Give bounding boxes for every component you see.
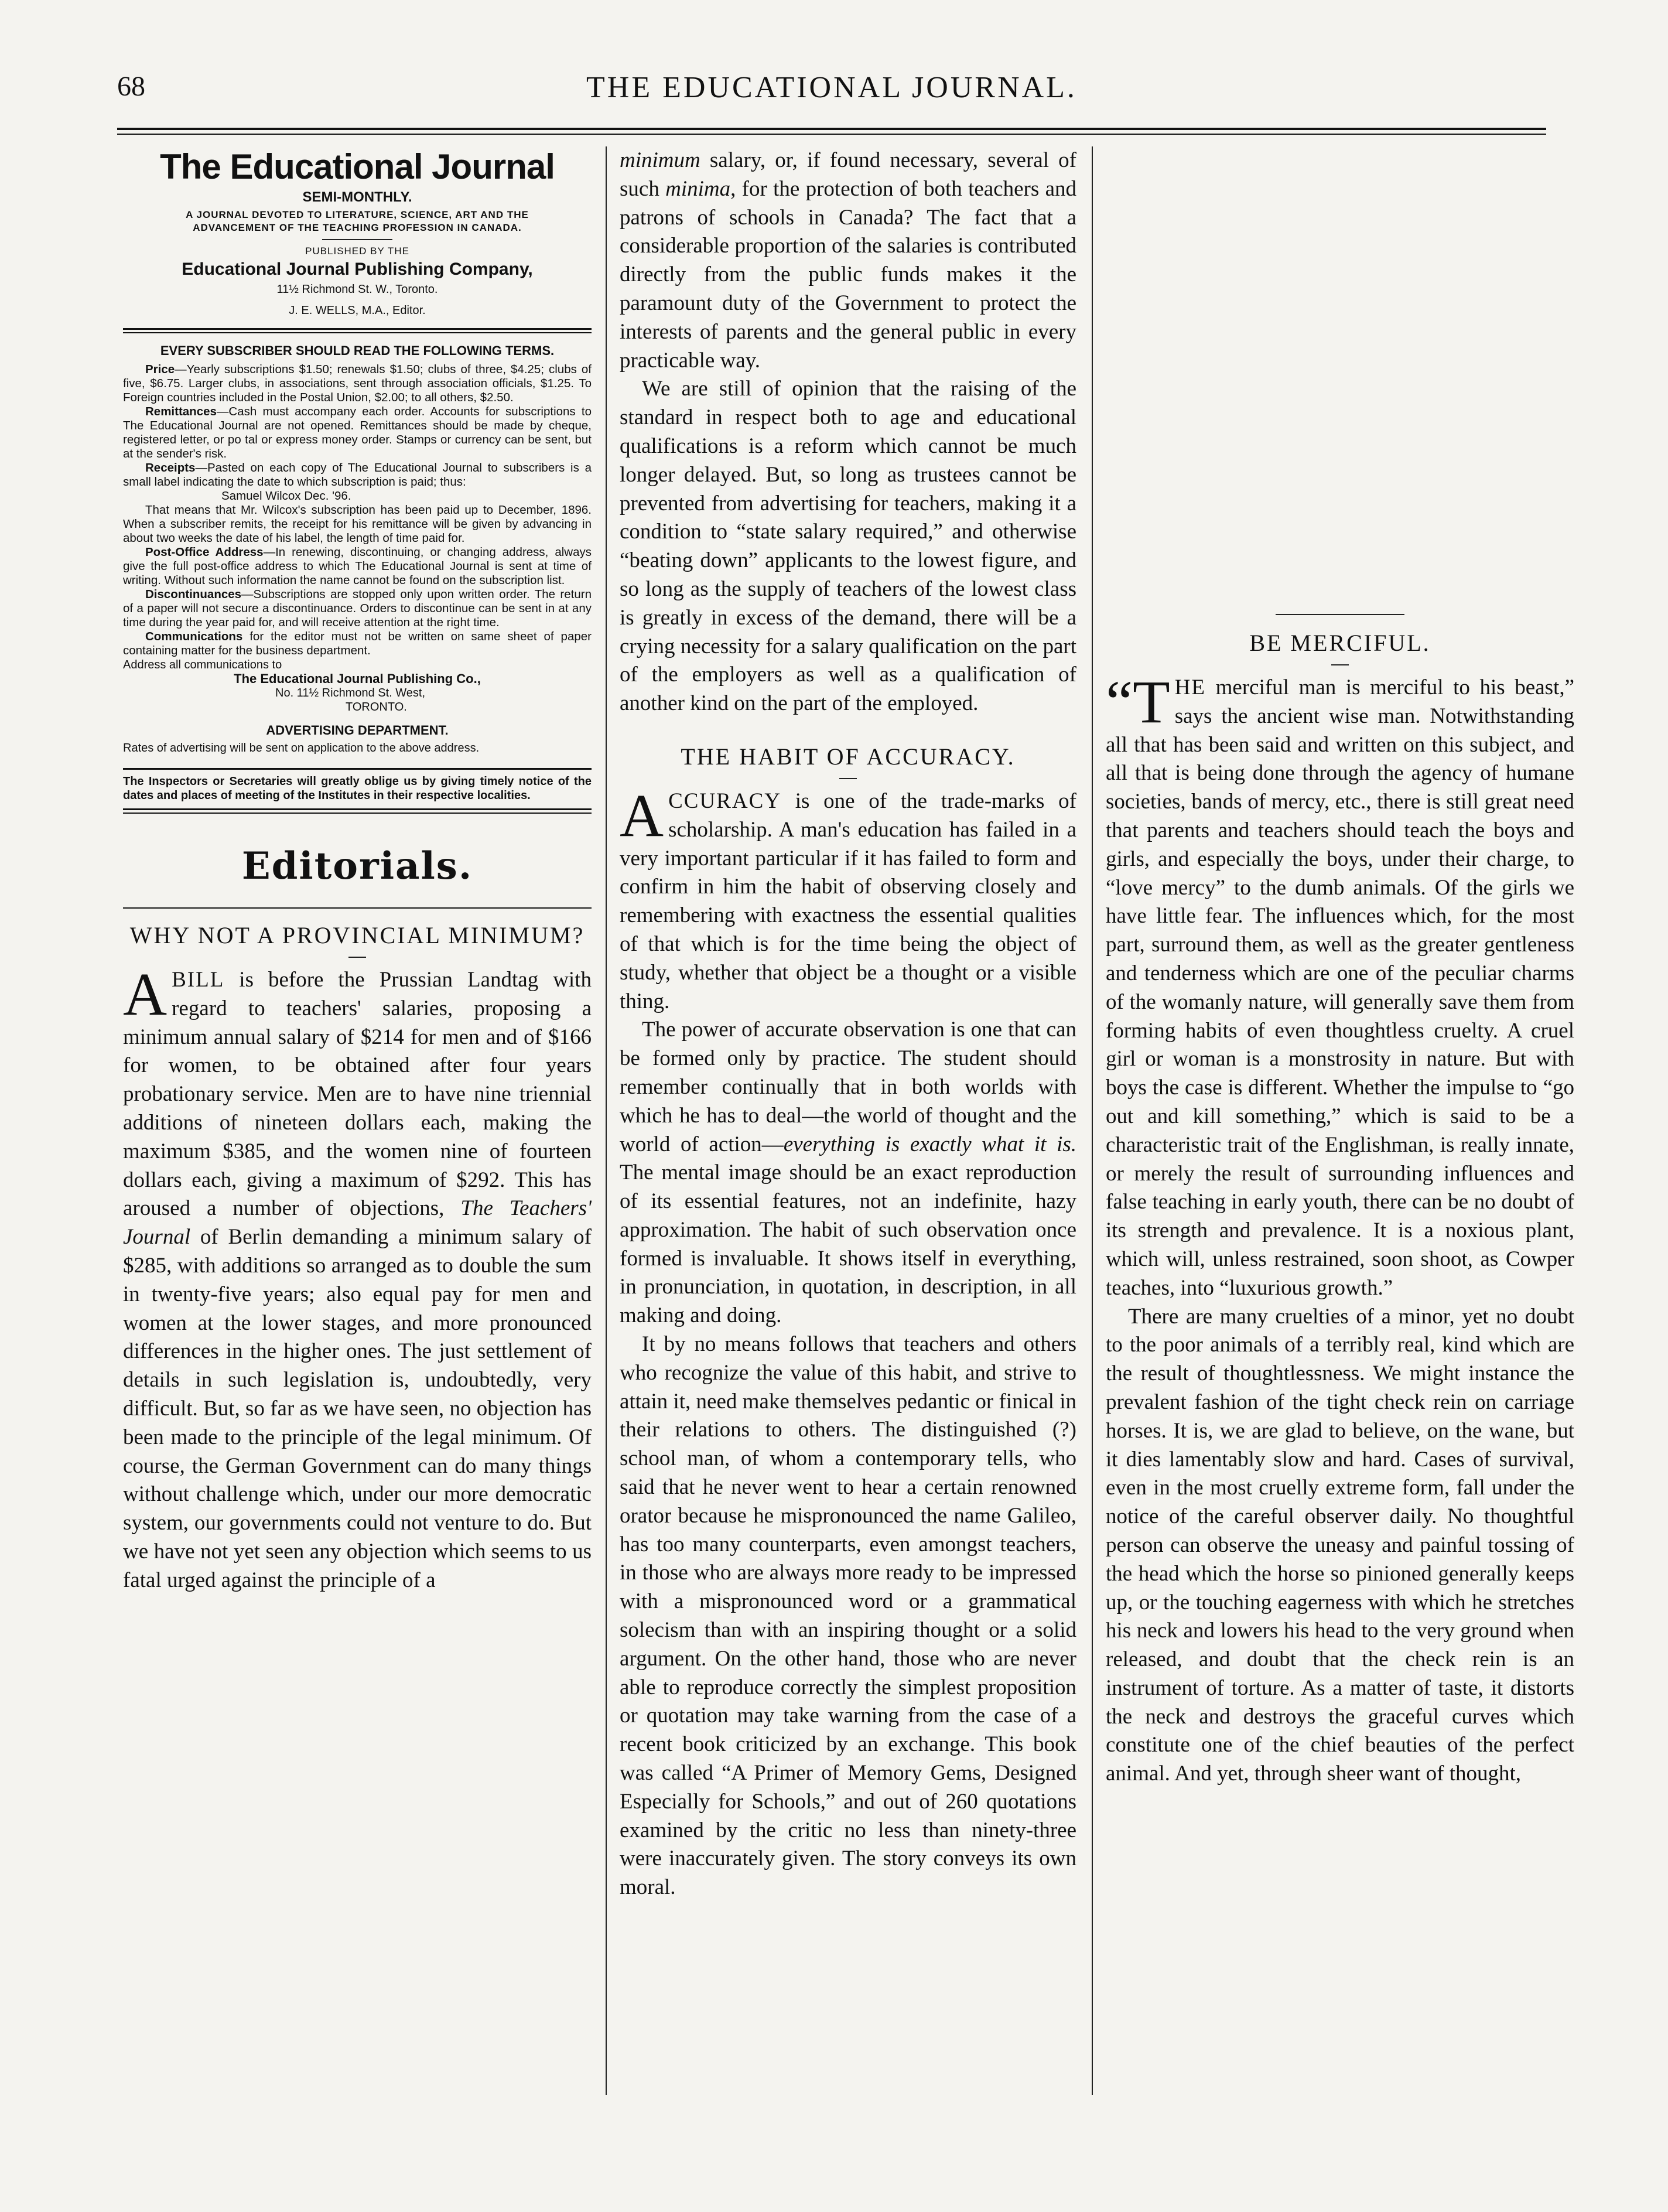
italic-text: The Teachers' Journal bbox=[123, 1196, 592, 1250]
title-dash bbox=[348, 957, 366, 958]
published-by: PUBLISHED BY THE bbox=[305, 245, 409, 257]
divider bbox=[1276, 614, 1404, 615]
article-paragraph bbox=[620, 1016, 1076, 1330]
drop-cap: A bbox=[123, 961, 168, 1028]
lead-word: BILL bbox=[172, 968, 225, 992]
drop-cap: “T bbox=[1106, 668, 1170, 736]
article-paragraph bbox=[123, 961, 592, 1595]
masthead bbox=[123, 146, 592, 814]
column-1 bbox=[123, 146, 592, 2142]
article-paragraph: It by no means follows that teachers and others who recognize the value of this habit, and strive to attain it, need make themselves pedantic or finical in their relations to others. The distinguished (?) school man, of whom a contemporary tells, who said that he never went to hear a certain renowned orator because he mispronounced the name Galileo, has too many counterparts, even amongst teachers, in those who are always more ready to be impressed with a mispronounced word or a grammatical solecism than with an inspiring thought or a solid argument. On the other hand, those who are never able to reproduce correctly the simplest proposition or quotation may take warning from the case of a recent book criticized by an exchange. This book was called “A Primer of Memory Gems, Designed Especially for Schools,” and out of 260 quotations examined by the critic no less than ninety-three were inaccurately given. The story conveys its own moral. bbox=[620, 1332, 1076, 1900]
post-office-text: —In renewing, discontinuing, or changing address, always give the full post-office address to which The Educational Journal is sent at time of writing. Without such information the name cannot be found on the subscription list. bbox=[123, 545, 592, 587]
post-office-label: Post-Office Address bbox=[145, 545, 264, 559]
terms-block bbox=[123, 363, 592, 658]
price-label: Price bbox=[145, 363, 175, 376]
price-text: —Yearly subscriptions $1.50; renewals $1.50; clubs of three, $4.25; clubs of five, $6.75. Larger clubs, in associations, sent through association officials, $1.25. To Foreign countries included in the Postal Union, $2.00; to all others, $2.50. bbox=[123, 363, 592, 404]
italic-text: everything is exactly what it is. bbox=[783, 1132, 1076, 1156]
remittances-text: —Cash must accompany each order. Accounts for subscriptions to The Educational Journal are not opened. Remittances should be made by cheque, registered letter, or po tal or express money order. Stamps or currency can be sent, but at the sender's risk. bbox=[123, 405, 592, 460]
paragraph-text: is one of the trade-marks of scholarship. A man's education has failed in a very important particular if it has failed to form and confirm in him the habit of observing closely and remembering with exactness the essential qualities of that which is for the time being the object of study, whether that object be a thought or a visible thing. bbox=[620, 788, 1076, 1013]
divider bbox=[123, 768, 592, 770]
paragraph-text: of Berlin demanding a minimum salary of $285, with additions so arranged as to double the sum in twenty-five years; also equal pay for men and women at the lower stages, and more pronounced differences in the higher ones. The just settlement of details in such legislation is, undoubtedly, very difficult. But, so far as we have seen, no objection has been made to the principle of the legal minimum. Of course, the German Government can do many things without challenge which, under our more democratic system, our governments could not venture to do. But we have not yet seen any objection which seems to us fatal urged against the principle of a bbox=[123, 1225, 592, 1592]
divider bbox=[123, 808, 592, 810]
advertising-heading: ADVERTISING DEPARTMENT. bbox=[266, 723, 449, 738]
publisher-company: Educational Journal Publishing Company, bbox=[182, 260, 533, 279]
address-block bbox=[123, 658, 592, 714]
publisher-address: 11½ Richmond St. W., Toronto. bbox=[276, 283, 438, 296]
article-paragraph: We are still of opinion that the raising of the standard in respect both to age and educational qualifications is a reform which cannot be much longer delayed. But, so long as trustees cannot be prevented from advertising for teachers, making it a condition to “state salary required,” and otherwise “beating down” applicants to the lowest figure, and so long as the supply of teachers of the lowest class is greatly in excess of the demand, there will be a crying necessity for a salary qualification on the part of the employers as well as a qualification of another kind on the part of the employed. bbox=[620, 377, 1076, 716]
discontinuances-label: Discontinuances bbox=[145, 588, 242, 601]
column-divider bbox=[606, 146, 607, 2095]
article-title: THE HABIT OF ACCURACY. bbox=[681, 743, 1016, 770]
page-number: 68 bbox=[117, 71, 145, 102]
article-title: BE MERCIFUL. bbox=[1249, 630, 1431, 656]
receipts-label: Receipts bbox=[145, 461, 196, 475]
column-3-continuation-space bbox=[1106, 146, 1574, 603]
advertising-text: Rates of advertising will be sent on application to the above address. bbox=[123, 742, 480, 755]
receipts-example: Samuel Wilcox Dec. '96. bbox=[221, 489, 351, 503]
divider bbox=[123, 813, 592, 814]
editorials-heading: Editorials. bbox=[241, 844, 473, 888]
article-paragraph bbox=[620, 781, 1076, 1016]
journal-running-title: THE EDUCATIONAL JOURNAL. bbox=[586, 71, 1077, 104]
divider bbox=[123, 328, 592, 330]
editor-line: J. E. WELLS, M.A., Editor. bbox=[289, 304, 426, 317]
column-2 bbox=[620, 146, 1076, 2142]
inspectors-notice: The Inspectors or Secretaries will greatly oblige us by giving timely notice of the dates and places of meeting of the Institutes in their respective localities. bbox=[123, 775, 592, 802]
receipts-text: —Pasted on each copy of The Educational Journal to subscribers is a small label indicating the date to which subscription is paid; thus: bbox=[123, 461, 592, 489]
article-paragraph bbox=[1106, 668, 1574, 1303]
masthead-title: The Educational Journal bbox=[160, 147, 555, 186]
title-dash bbox=[1331, 664, 1349, 665]
paragraph-text: , for the protection of both teachers and patrons of schools in Canada? The fact that a considerable proportion of the salaries is contributed directly from the public funds makes it the paramount duty of the Government to protect the interests of parents and the general public in every practicable way. bbox=[620, 176, 1076, 373]
paragraph-text: is before the Prussian Landtag with regard to teachers' salaries, proposing a minimum annual salary of $214 for men and of $166 for women, to be obtained after four years probationary service. Men are to have nine triennial additions of nineteen dollars each, making the maximum $385, and the women nine of fourteen dollars each, giving a maximum of $292. This has aroused a number of objections, bbox=[123, 968, 592, 1221]
address-company: The Educational Journal Publishing Co., bbox=[234, 671, 481, 686]
address-street: No. 11½ Richmond St. West, bbox=[275, 687, 426, 699]
discontinuances-text: —Subscriptions are stopped only upon written order. The return of a paper will not secure a discontinuance. Orders to discontinue can be sent in at any time during the year paid for, and will receive attention at the right time. bbox=[123, 588, 592, 629]
running-head bbox=[117, 70, 1546, 117]
paragraph-text: merciful man is merciful to his beast,” says the ancient wise man. Notwithstanding all that has been said and written on this subject, and all that is being done through the agency of humane societies, bands of mercy, etc., there is still great need that parents and teachers should teach the boys and girls, and especially the boys, under their charge, to “love mercy” to the dumb animals. Of the girls we have little fear. The influences which, for the most part, surround them, as well as the greater gentleness and tenderness which are one of the peculiar charms of the womanly nature, will generally save them from forming habits of even thoughtless cruelty. A cruel girl or woman is a monstrosity in nature. But with boys the case is different. Whether the impulse to “go out and kill something,” which is said to be a characteristic trait of the Englishman, is really innate, or merely the result of surrounding influences and false teaching in early youth, there can be no doubt of its strength and prevalence. It is a noxious plant, which will, unless restrained, soon shoot, as Cowper teaches, into “luxurious growth.” bbox=[1106, 675, 1574, 1300]
title-dash bbox=[839, 778, 857, 779]
communications-label: Communications bbox=[145, 630, 243, 643]
paragraph-text: The power of accurate observation is one that can be formed only by practice. The student should remember continually that in both worlds with which he has to deal—the world of thought and the world of action— bbox=[620, 1018, 1076, 1156]
article-paragraph-continued bbox=[620, 146, 1076, 375]
lead-word: HE bbox=[1174, 675, 1206, 699]
paragraph-text: The mental image should be an exact reproduction of its essential features, not an indefinite, hazy approximation. The habit of such observation once formed is invaluable. It shows itself in everything, in pronunciation, in quotation, in description, in all making and doing. bbox=[620, 1160, 1076, 1328]
address-city: TORONTO. bbox=[346, 701, 407, 714]
article-paragraph: There are many cruelties of a minor, yet no doubt to the poor animals of a terribly real, kind which are the result of thoughtlessness. We might instance the prevalent fashion of the tight check rein on carriage horses. It is, we are glad to believe, on the wane, but it dies lamentably slow and hard. Cases of survival, even in the most cruelly extreme form, fall under the notice of the careful observer daily. No thoughtful person can observe the uneasy and painful tossing of the head which the horse so pinioned generally keeps up, or the touching eagerness with which he stretches his neck and lowers his head to the very ground when released, and doubt that the check rein is an instrument of torture. As a matter of taste, it distorts the neck and destroys the graceful curves which constitute one of the chief beauties of the perfect animal. And yet, through sheer want of thought, bbox=[1106, 1304, 1574, 1786]
masthead-description: A JOURNAL DEVOTED TO LITERATURE, SCIENCE, ART AND THE ADVANCEMENT OF THE TEACHING PROFESSION IN CANADA. bbox=[186, 209, 529, 233]
address-all: Address all communications to bbox=[123, 658, 282, 671]
italic-text: minimum bbox=[620, 148, 700, 172]
receipts-after: That means that Mr. Wilcox's subscription has been paid up to December, 1896. When a subscriber remits, the receipt for his remittance will be given by advancing in about two weeks the date of his label, the length of time paid for. bbox=[123, 503, 592, 545]
header-rule-thin bbox=[117, 134, 1546, 135]
communications-text: for the editor must not be written on same sheet of paper containing matter for the business department. bbox=[123, 630, 592, 657]
column-3 bbox=[1106, 146, 1574, 2142]
lead-word: CCURACY bbox=[668, 788, 781, 813]
article-title: WHY NOT A PROVINCIAL MINIMUM? bbox=[129, 922, 585, 948]
divider bbox=[322, 239, 392, 240]
terms-heading: EVERY SUBSCRIBER SHOULD READ THE FOLLOWING TERMS. bbox=[160, 343, 555, 358]
divider bbox=[123, 332, 592, 333]
divider bbox=[123, 907, 592, 909]
italic-text: minima bbox=[665, 176, 731, 201]
column-divider bbox=[1092, 146, 1093, 2095]
drop-cap: A bbox=[620, 781, 664, 849]
header-rule bbox=[117, 128, 1546, 130]
masthead-frequency: SEMI-MONTHLY. bbox=[302, 189, 412, 205]
paragraph-text: salary, or, if found necessary, several of such bbox=[620, 148, 1076, 201]
remittances-label: Remittances bbox=[145, 405, 217, 418]
